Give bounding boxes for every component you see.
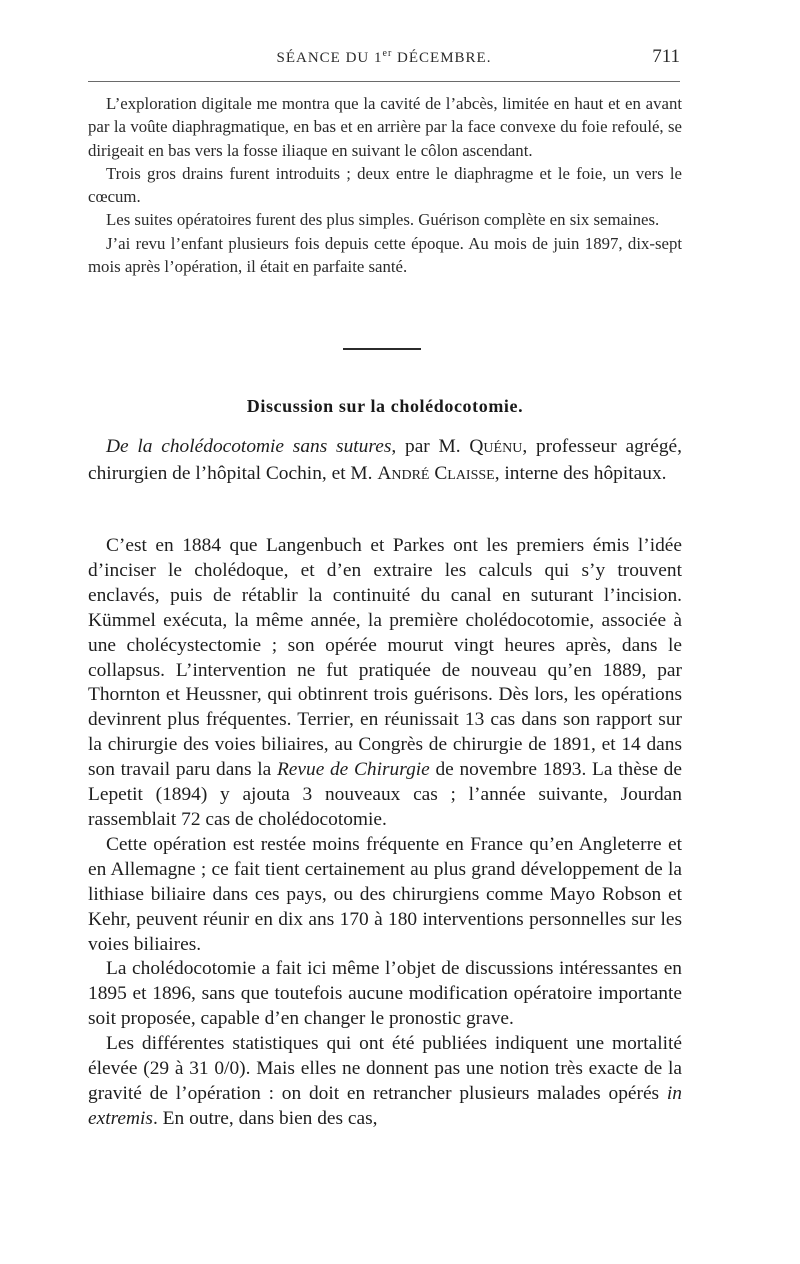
paragraph: L’exploration digitale me montra que la cavité de l’abcès, limitée en haut et en avant par la voûte diaphragmatique, en bas et en arrière par la face convexe du foie refoulé, se dirigeait en bas vers la fosse iliaque en suivant le côlon ascendant. [88,94,682,160]
article-body [88,534,682,1132]
author-name: Quénu [469,436,523,457]
author-name: André Claisse [377,462,495,484]
byline-text: , par M. [391,436,470,457]
paragraph [88,1032,682,1132]
case-report-conclusion [88,92,682,278]
paragraph-text: Les différentes statistiques qui ont été publiées indiquent une mortalité élevée (29 à 31 0/0). Mais elles ne donnent pas une notion très exacte de la gravité de l’opération : on doit en retrancher plusieurs malades opérés [88,1033,682,1104]
latin-phrase: in extremis [88,1082,682,1129]
article-title: De la cholédocotomie sans sutures [106,436,392,457]
header-rule [88,81,680,82]
author-affiliation: , interne des hôpitaux. [494,462,667,484]
page-number: 711 [652,46,680,67]
article-byline [88,434,682,487]
paragraph: J’ai revu l’enfant plusieurs fois depuis cette époque. Au mois de juin 1897, dix-sept mois après l’opération, il était en parfaite santé. [88,233,682,277]
running-title-text: SÉANCE DU 1 [276,50,383,66]
paragraph: Les suites opératoires furent des plus simples. Guérison complète en six semaines. [106,210,660,230]
paragraph: La cholédocotomie a fait ici même l’objet de discussions intéressantes en 1895 et 1896, sans que toutefois aucune modification opératoire importante soit proposée, capable d’en changer le pronostic grave. [88,958,682,1030]
paragraph-text: de novembre 1893. La thèse de Lepetit (1894) y ajouta 3 nouveaux cas ; l’année suivante, Jourdan rassemblait 72 cas de cholédocotomie. [88,759,682,830]
section-divider [343,348,421,350]
running-title-superscript: er [382,48,393,59]
paragraph-text: C’est en 1884 que Langenbuch et Parkes ont les premiers émis l’idée d’inciser le cholédoque, et d’en extraire les calculs qui s’y trouvent enclavés, puis de rétablir la continuité du canal en suturant l’incision. Kümmel exécuta, la même année, la première cholédocotomie, associée à une cholécystectomie ; son opérée mourut vingt heures après, dans le collapsus. L’intervention ne fut pratiquée de nouveau qu’en 1889, par Thornton et Heussner, qui obtinrent trois guérisons. Dès lors, les opérations devinrent plus fréquentes. Terrier, en réunissait 13 cas dans son rapport sur la chirurgie des voies biliaires, au Congrès de chirurgie de 1891, et 14 dans son travail paru dans la [88,535,682,781]
running-title-text-end: DÉCEMBRE. [392,50,492,66]
paragraph: Trois gros drains furent introduits ; deux entre le diaphragme et le foie, un vers le cœcum. [88,163,682,207]
author-affiliation: , professeur agrégé, chirurgien de l’hôpital Cochin, et M. [88,436,682,484]
running-header [88,44,680,74]
paragraph-text: . En outre, dans bien des cas, [152,1107,378,1129]
running-title [88,48,680,67]
paragraph [88,534,682,833]
section-heading: Discussion sur la cholédocotomie. [246,396,524,416]
journal-title: Revue de Chirurgie [276,759,430,781]
paragraph: Cette opération est restée moins fréquente en France qu’en Angleterre et en Allemagne ; ce fait tient certainement au plus grand développement de la lithiase biliaire dans ces pays, ou des chirurgiens comme Mayo Robson et Kehr, peuvent réunir en dix ans 170 à 180 interventions personnelles sur les voies biliaires. [88,833,682,955]
